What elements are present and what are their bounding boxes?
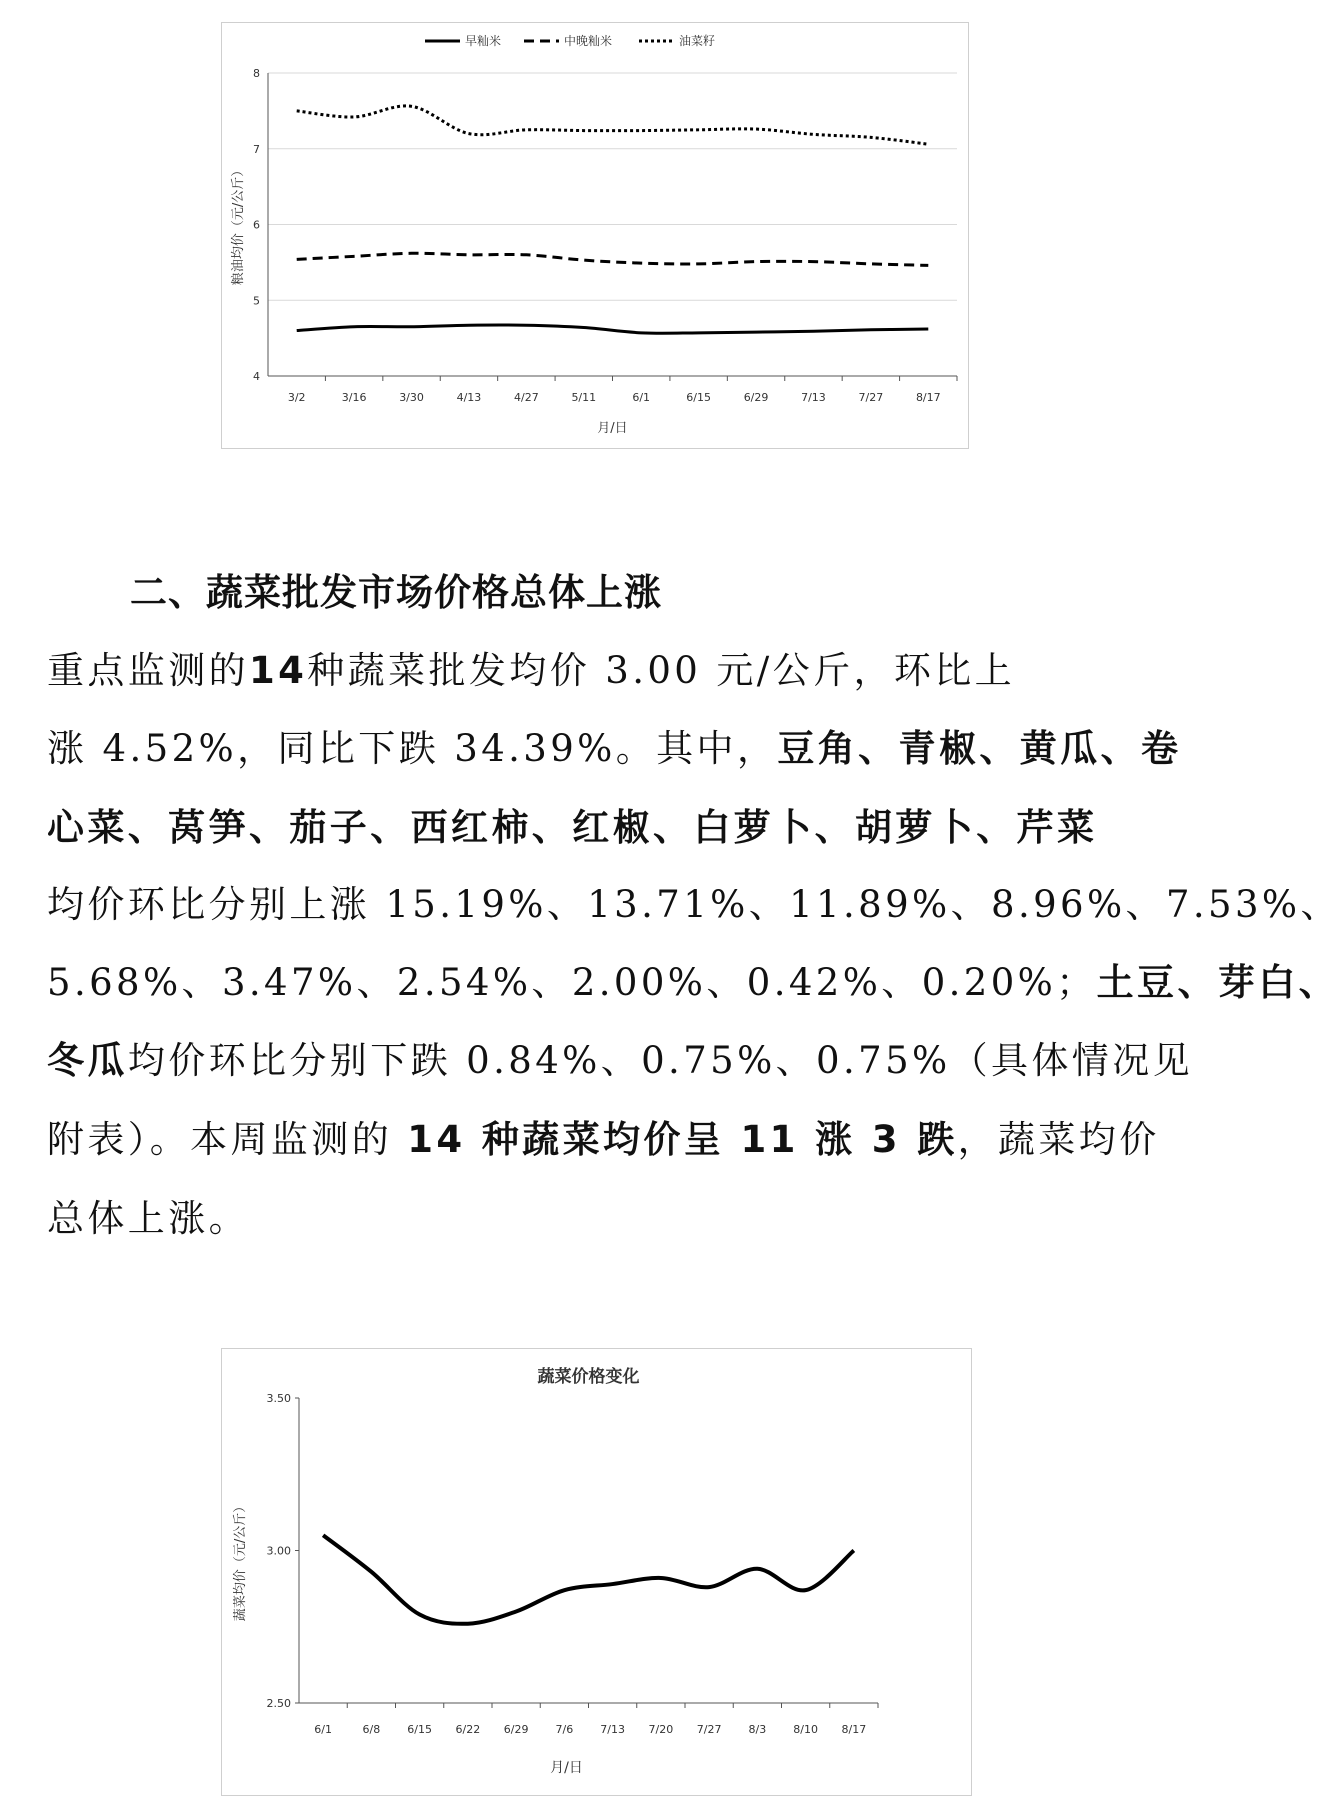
series-line-1	[297, 325, 929, 333]
x-tick-label: 8/17	[841, 1723, 867, 1736]
paragraph-line	[47, 1118, 1160, 1161]
x-tick-label: 3/2	[287, 391, 306, 404]
bold-text: 豆角、青椒、黄瓜、卷	[777, 727, 1182, 770]
legend-label: 油菜籽	[679, 34, 716, 48]
x-tick-label: 8/10	[793, 1723, 818, 1736]
x-tick-label: 4/13	[456, 391, 482, 404]
bold-text: 冬瓜	[47, 1039, 128, 1082]
x-tick-label: 6/29	[743, 391, 769, 404]
chart-title: 蔬菜价格变化	[537, 1367, 640, 1387]
x-tick-label: 4/27	[514, 391, 539, 404]
grain-oil-price-chart	[221, 22, 969, 449]
x-tick-label: 6/1	[632, 391, 651, 404]
x-tick-label: 6/29	[503, 1723, 529, 1736]
y-tick-label: 3.00	[266, 1544, 291, 1558]
x-tick-label: 6/15	[686, 391, 711, 404]
text-segment: 均价环比分别上涨 15.19%、13.71%、11.89%、8.96%、7.53%、	[47, 883, 1341, 926]
series-line-2	[297, 253, 929, 265]
text-segment: 重点监测的	[47, 649, 249, 692]
x-tick-label: 7/27	[858, 391, 884, 404]
section-heading: 二、蔬菜批发市场价格总体上涨	[130, 571, 662, 614]
vegetable-chart-svg	[222, 1349, 971, 1795]
paragraph-line	[47, 727, 1182, 770]
paragraph-line	[47, 961, 1340, 1004]
x-tick-label: 6/15	[407, 1723, 432, 1736]
x-tick-label: 8/3	[748, 1723, 767, 1736]
y-axis-label: 粮油均价（元/公斤）	[231, 163, 246, 286]
legend-label: 中晚籼米	[564, 34, 613, 48]
x-tick-label: 7/20	[648, 1723, 674, 1736]
series-line-3	[297, 106, 929, 144]
paragraph-line	[47, 1197, 1147, 1240]
vegetable-price-chart	[221, 1348, 972, 1796]
paragraph-line	[47, 806, 1147, 849]
x-tick-label: 8/17	[915, 391, 941, 404]
y-tick-label: 2.50	[266, 1697, 291, 1710]
x-tick-label: 3/16	[341, 391, 367, 404]
x-tick-label: 7/13	[600, 1723, 625, 1736]
x-tick-label: 7/13	[801, 391, 826, 404]
y-tick-label: 4	[253, 370, 260, 383]
grain-oil-chart-svg	[222, 23, 968, 448]
y-tick-label: 7	[253, 142, 260, 156]
y-tick-label: 5	[253, 294, 260, 308]
legend-label: 早籼米	[465, 34, 502, 48]
price-line	[323, 1535, 854, 1624]
y-axis-label: 蔬菜均价（元/公斤）	[233, 1499, 248, 1622]
bold-text: 土豆、芽白、	[1096, 961, 1340, 1004]
x-tick-label: 6/8	[362, 1723, 381, 1736]
x-tick-label: 6/1	[314, 1723, 332, 1736]
x-axis-label: 月/日	[597, 421, 628, 436]
y-tick-label: 3.50	[266, 1392, 291, 1405]
paragraph-line	[47, 1039, 1193, 1082]
text-segment: 5.68%、3.47%、2.54%、2.00%、0.42%、0.20%；	[47, 961, 1097, 1004]
x-tick-label: 7/27	[696, 1723, 722, 1736]
x-tick-label: 6/22	[455, 1723, 481, 1736]
text-segment: 涨 4.52%，同比下跌 34.39%。其中，	[47, 727, 778, 770]
bold-text: 心菜、莴笋、茄子、西红柿、红椒、白萝卜、胡萝卜、芹菜	[47, 806, 1098, 849]
x-tick-label: 3/30	[399, 391, 424, 404]
text-segment: 种蔬菜批发均价 3.00 元/公斤，环比上	[307, 649, 1016, 692]
bold-text: 14 种蔬菜均价呈 11 涨 3 跌	[407, 1118, 958, 1161]
y-tick-label: 6	[253, 218, 260, 232]
text-segment: ，蔬菜均价	[957, 1118, 1160, 1161]
text-segment: 均价环比分别下跌 0.84%、0.75%、0.75%（具体情况见	[127, 1039, 1193, 1082]
x-tick-label: 7/6	[555, 1723, 574, 1736]
paragraph-line	[47, 649, 1147, 692]
y-tick-label: 8	[253, 67, 260, 80]
text-segment: 总体上涨。	[47, 1197, 249, 1240]
bold-text: 14	[249, 649, 308, 692]
x-tick-label: 5/11	[571, 391, 597, 404]
paragraph-line	[47, 883, 1341, 926]
x-axis-label: 月/日	[550, 1760, 583, 1776]
text-segment: 附表）。本周监测的	[47, 1118, 408, 1161]
